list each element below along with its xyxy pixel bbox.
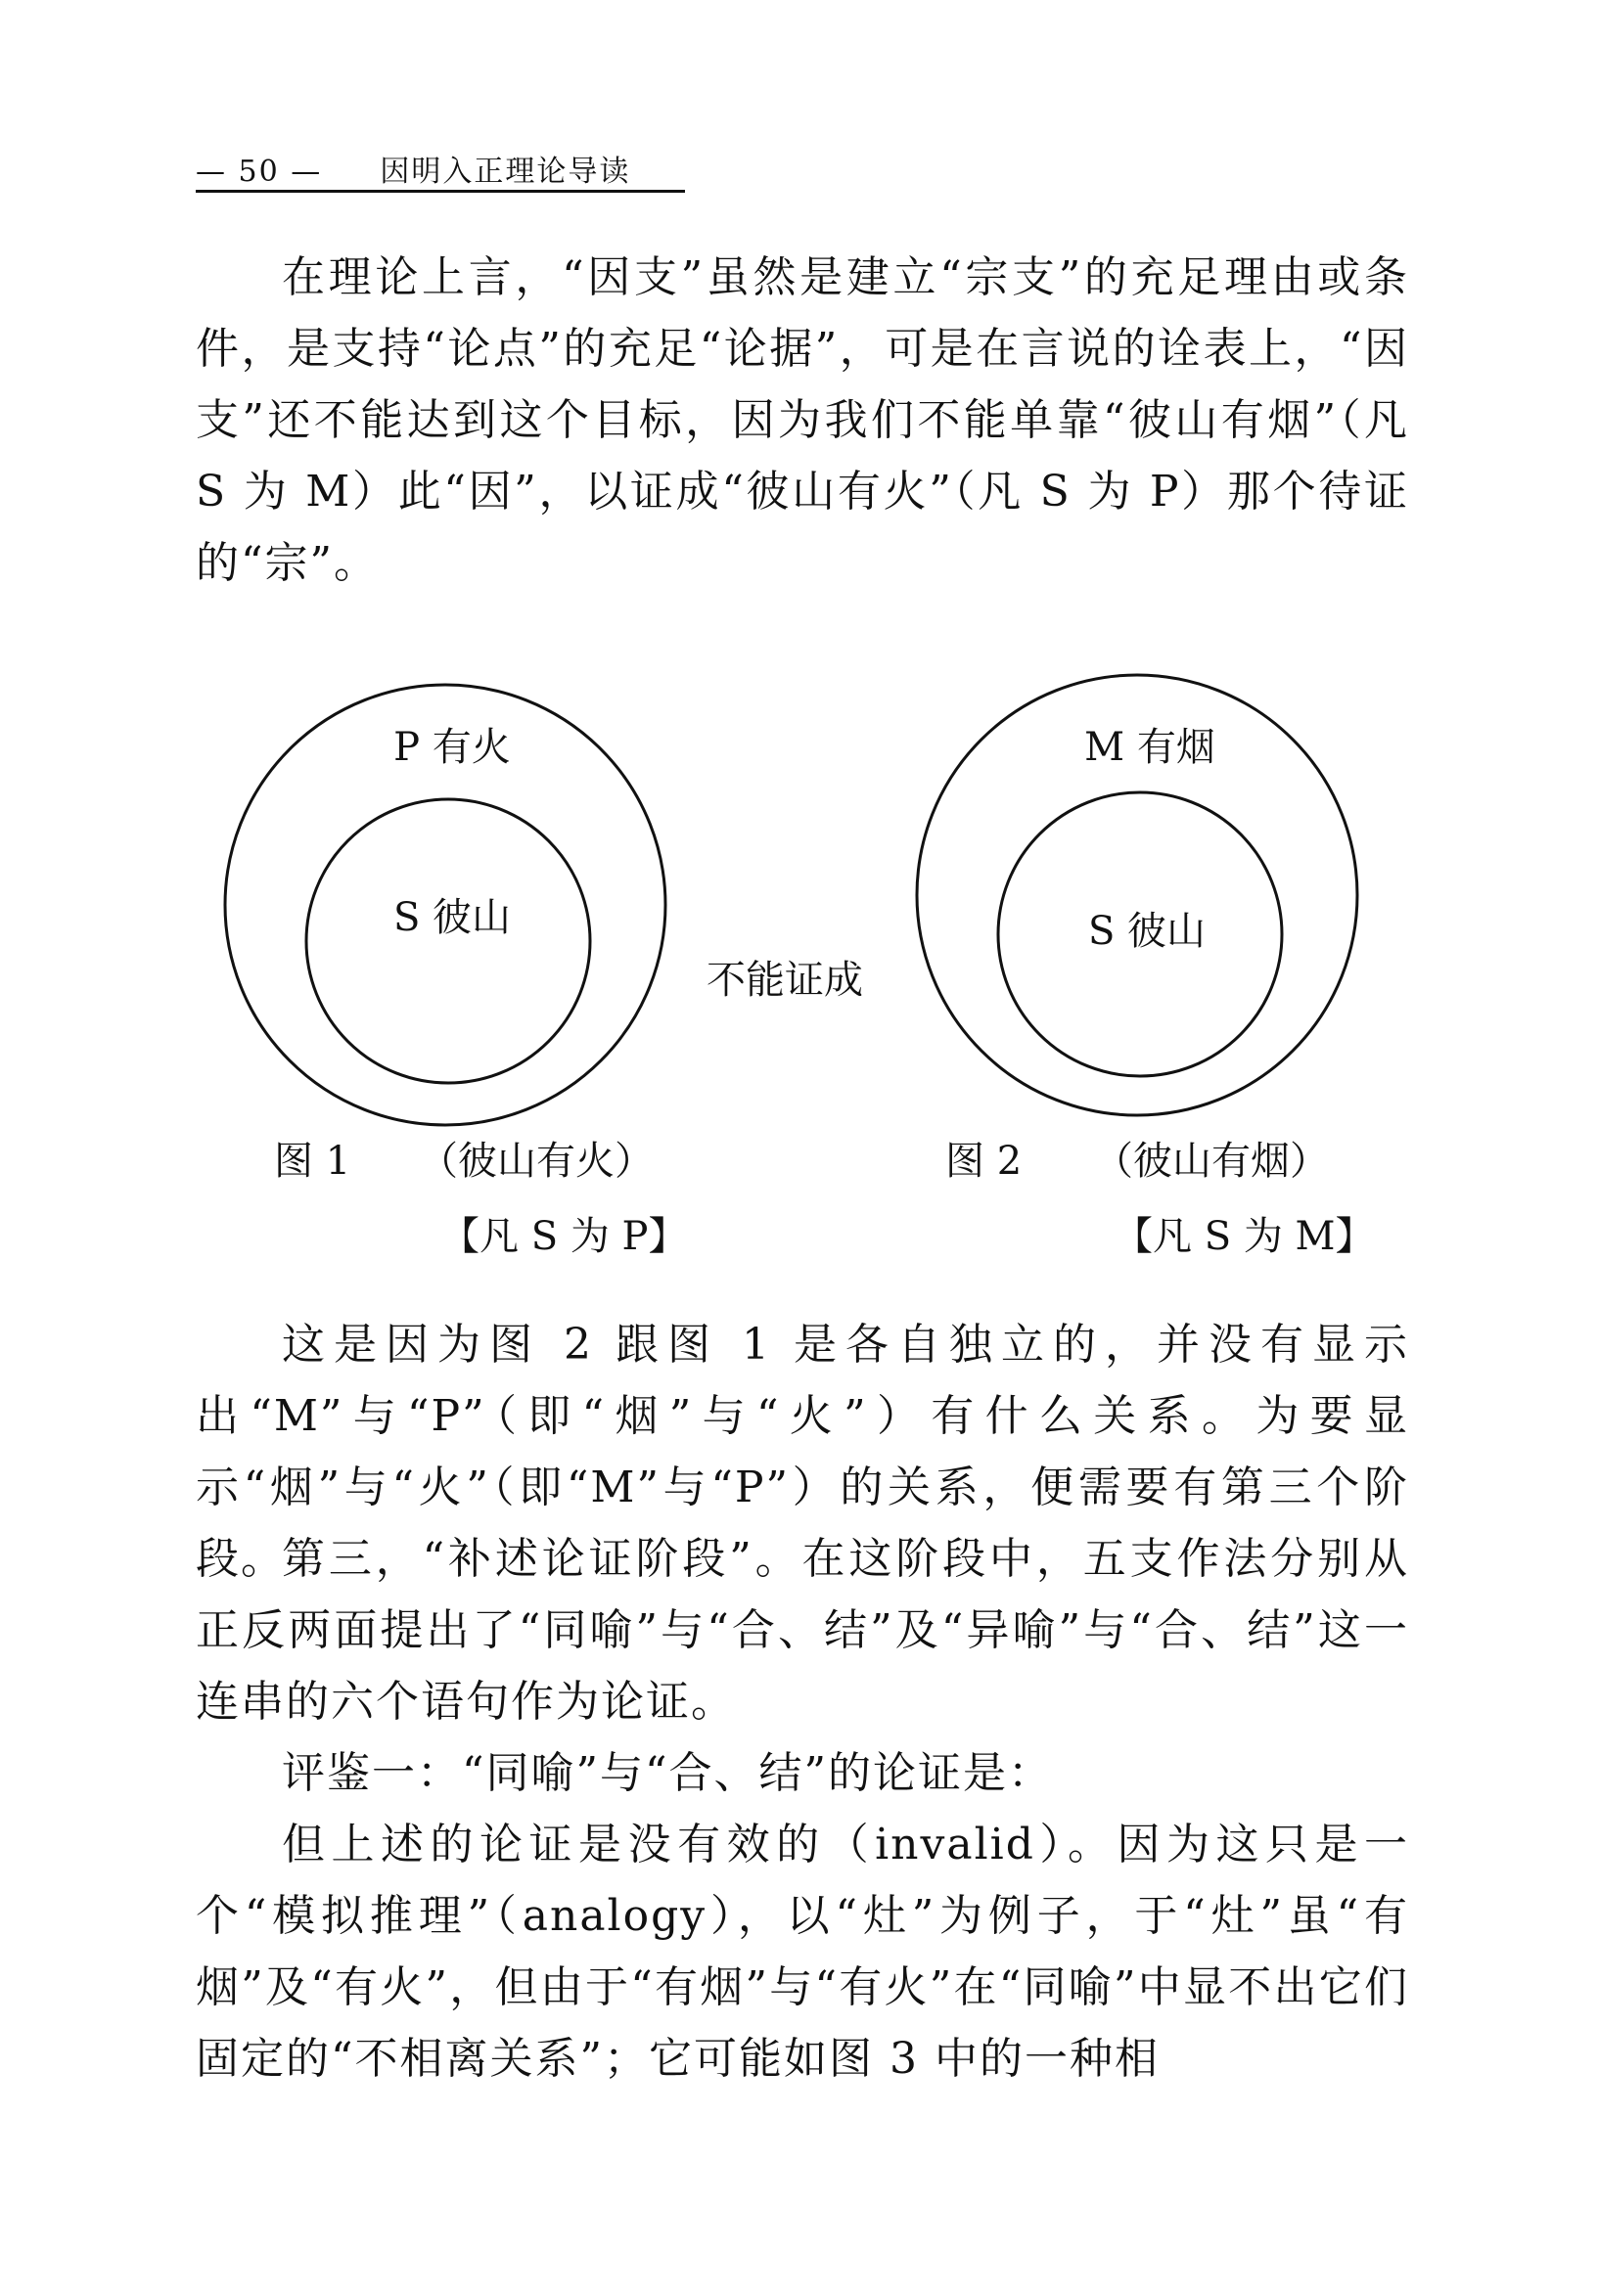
figure2-inner-label: S 彼山 (1087, 909, 1207, 954)
figure1-number: 图 1 (274, 1139, 351, 1184)
figure1-formula: 【凡 S 为 P】 (440, 1214, 688, 1259)
figure2-formula: 【凡 S 为 M】 (1114, 1214, 1375, 1259)
figure1-caption: （彼山有火） (419, 1139, 654, 1184)
paragraph-evaluation-one: 评鉴一：“同喻”与“合、结”的论证是： (282, 1748, 1053, 1798)
header-rule (196, 190, 685, 193)
figure1-inner-label: S 彼山 (392, 895, 512, 940)
figure2-outer-label: M 有烟 (1084, 725, 1215, 770)
venn-figure (0, 646, 1597, 1291)
figure1-inner-circle (306, 799, 590, 1083)
figure2-caption: （彼山有烟） (1094, 1139, 1329, 1184)
running-head (196, 147, 685, 190)
paragraph-intro: 在理论上言，“因支”虽然是建立“宗支”的充足理由或条件，是支持“论点”的充足“论据”，可是在言说的诠表上，“因支”还不能达到这个目标，因为我们不能单靠“彼山有烟”（凡 S 为 M）此“因”，以证成“彼山有火”（凡 S 为 P）那个待证的“宗”。 (196, 252, 1409, 588)
paragraph-stage-three: 第三，“补述论证阶段”。在这阶段中，五支作法分别从正反两面提出了“同喻”与“合、结”及“异喻”与“合、结”这一连串的六个语句作为论证。 (196, 1534, 1409, 1727)
figure1-outer-label: P 有火 (393, 725, 511, 770)
cannot-prove-label: 不能证成 (707, 958, 863, 1003)
book-title: 因明入正理论导读 (380, 155, 631, 189)
paragraph-independence: 这是因为图 2 跟图 1 是各自独立的，并没有显示出“M”与“P”（即“烟”与“火”）有什么关系。为要显示“烟”与“火”（即“M”与“P”）的关系，便需要有第三个阶段。 (196, 1320, 1409, 1584)
figure2-number: 图 2 (945, 1139, 1023, 1184)
page-number: — 50 — (196, 155, 323, 189)
paragraph-invalid-argument: 但上述的论证是没有效的（invalid）。因为这只是一个“模拟推理”（analogy），以“灶”为例子，于“灶”虽“有烟”及“有火”，但由于“有烟”与“有火”在“同喻”中显不出它们固定的“不相离关系”；它可能如图 3 中的一种相 (196, 1820, 1409, 2084)
